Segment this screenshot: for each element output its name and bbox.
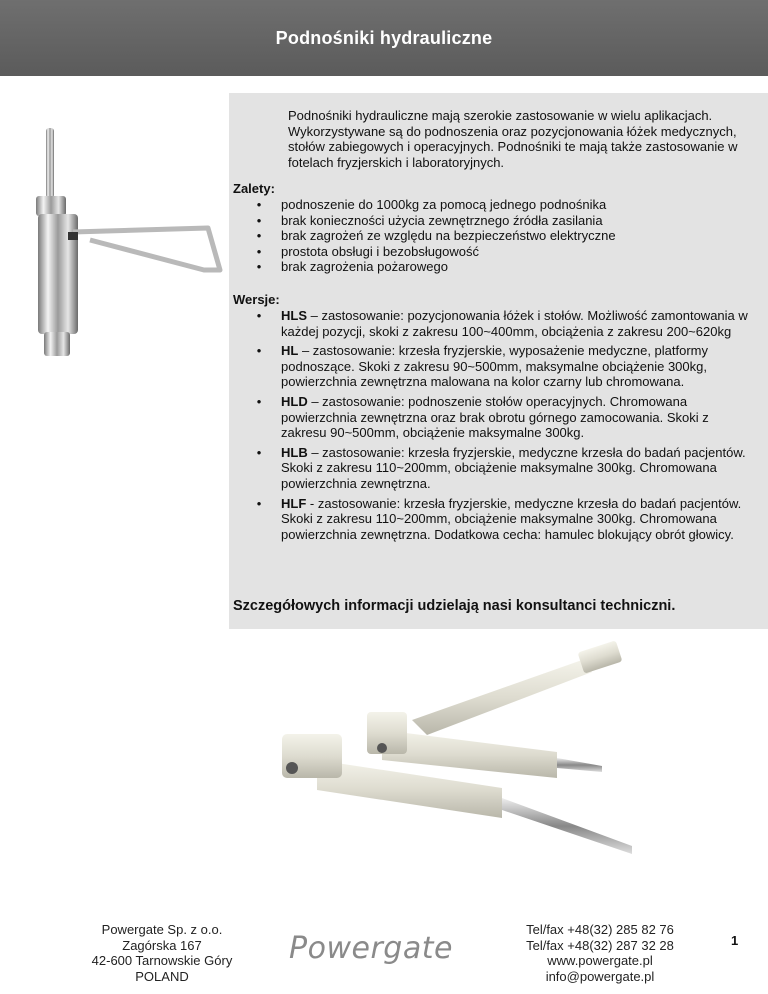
phone-1: Tel/fax +48(32) 285 82 76 (526, 922, 674, 937)
list-item: • podnoszenie do 1000kg za pomocą jednego podnośnika (256, 197, 607, 212)
actuators-image (262, 640, 682, 880)
versions-list (233, 308, 753, 546)
address-country: POLAND (135, 968, 189, 984)
list-item: • HL – zastosowanie: krzesła fryzjerskie, wyposażenie medyczne, platformy podnoszące. Skoki z zakresu 90~500mm, maksymalne obciążenie 300kg, powierzchnia zewnętrzna malowana na kolor czarny lub chromowana. (256, 343, 709, 390)
list-item: • brak zagrożenia pożarowego (256, 259, 448, 275)
company-address (82, 922, 242, 984)
list-item: • HLS – zastosowanie: pozycjonowania łóżek i stołów. Możliwość zamontowania w każdej pozycji, skoki z zakresu 100~400mm, obciążenia z zakresu 200~620kg (256, 308, 748, 339)
hydraulic-lift-image (28, 120, 228, 380)
company-name: Powergate Sp. z o.o. (101, 922, 223, 937)
phone-2: Tel/fax +48(32) 287 32 28 (526, 937, 674, 953)
advantages-title: Zalety: (233, 181, 275, 196)
contact-info (510, 922, 690, 984)
website-link[interactable]: www.powergate.pl (547, 953, 653, 968)
list-item: • brak konieczności użycia zewnętrznego źródła zasilania (256, 212, 603, 228)
intro-paragraph: Podnośniki hydrauliczne mają szerokie zastosowanie w wielu aplikacjach. Wykorzystywane są do podnoszenia oraz pozycjonowania łóżek medycznych, stołów zabiegowych i operacyjnych. Podnośniki te mają także zastosowanie w fotelach fryzjerskich i laboratoryjnych. (288, 108, 738, 170)
email-link[interactable]: info@powergate.pl (545, 968, 655, 984)
versions-title: Wersje: (233, 292, 280, 307)
list-item: • HLB – zastosowanie: krzesła fryzjerskie, medyczne krzesła do badań pacjentów. Skoki z zakresu 110~200mm, obciążenie maksymalne 300kg. Chromowana powierzchnia zewnętrzna. (256, 444, 746, 491)
page-number: 1 (731, 933, 739, 948)
list-item: • prostota obsługi i bezobsługowość (256, 243, 480, 259)
page-header (0, 0, 768, 76)
address-city: 42-600 Tarnowskie Góry (91, 953, 233, 968)
powergate-logo: Powergate (289, 931, 453, 966)
list-item: • HLF - zastosowanie: krzesła fryzjerskie, medyczne krzesła do badań pacjentów. Skoki z zakresu 110~200mm, obciążenie maksymalne 300kg. Chromowana powierzchnia zewnętrzna. Dodatkowa cecha: hamulec blokujący obrót głowicy. (256, 495, 742, 542)
advantages-list (233, 197, 753, 275)
address-street: Zagórska 167 (122, 937, 202, 953)
page-title: Podnośniki hydrauliczne (275, 27, 493, 48)
list-item: • HLD – zastosowanie: podnoszenie stołów operacyjnych. Chromowana powierzchnia zewnętrzna oraz brak obrotu górnego zamocowania. Skoki z zakresu 90~500mm, obciążenie maksymalne 300kg. (256, 393, 709, 441)
consultants-note: Szczegółowych informacji udzielają nasi konsultanci techniczni. (233, 598, 676, 614)
list-item: • brak zagrożeń ze względu na bezpieczeństwo elektryczne (256, 228, 616, 244)
